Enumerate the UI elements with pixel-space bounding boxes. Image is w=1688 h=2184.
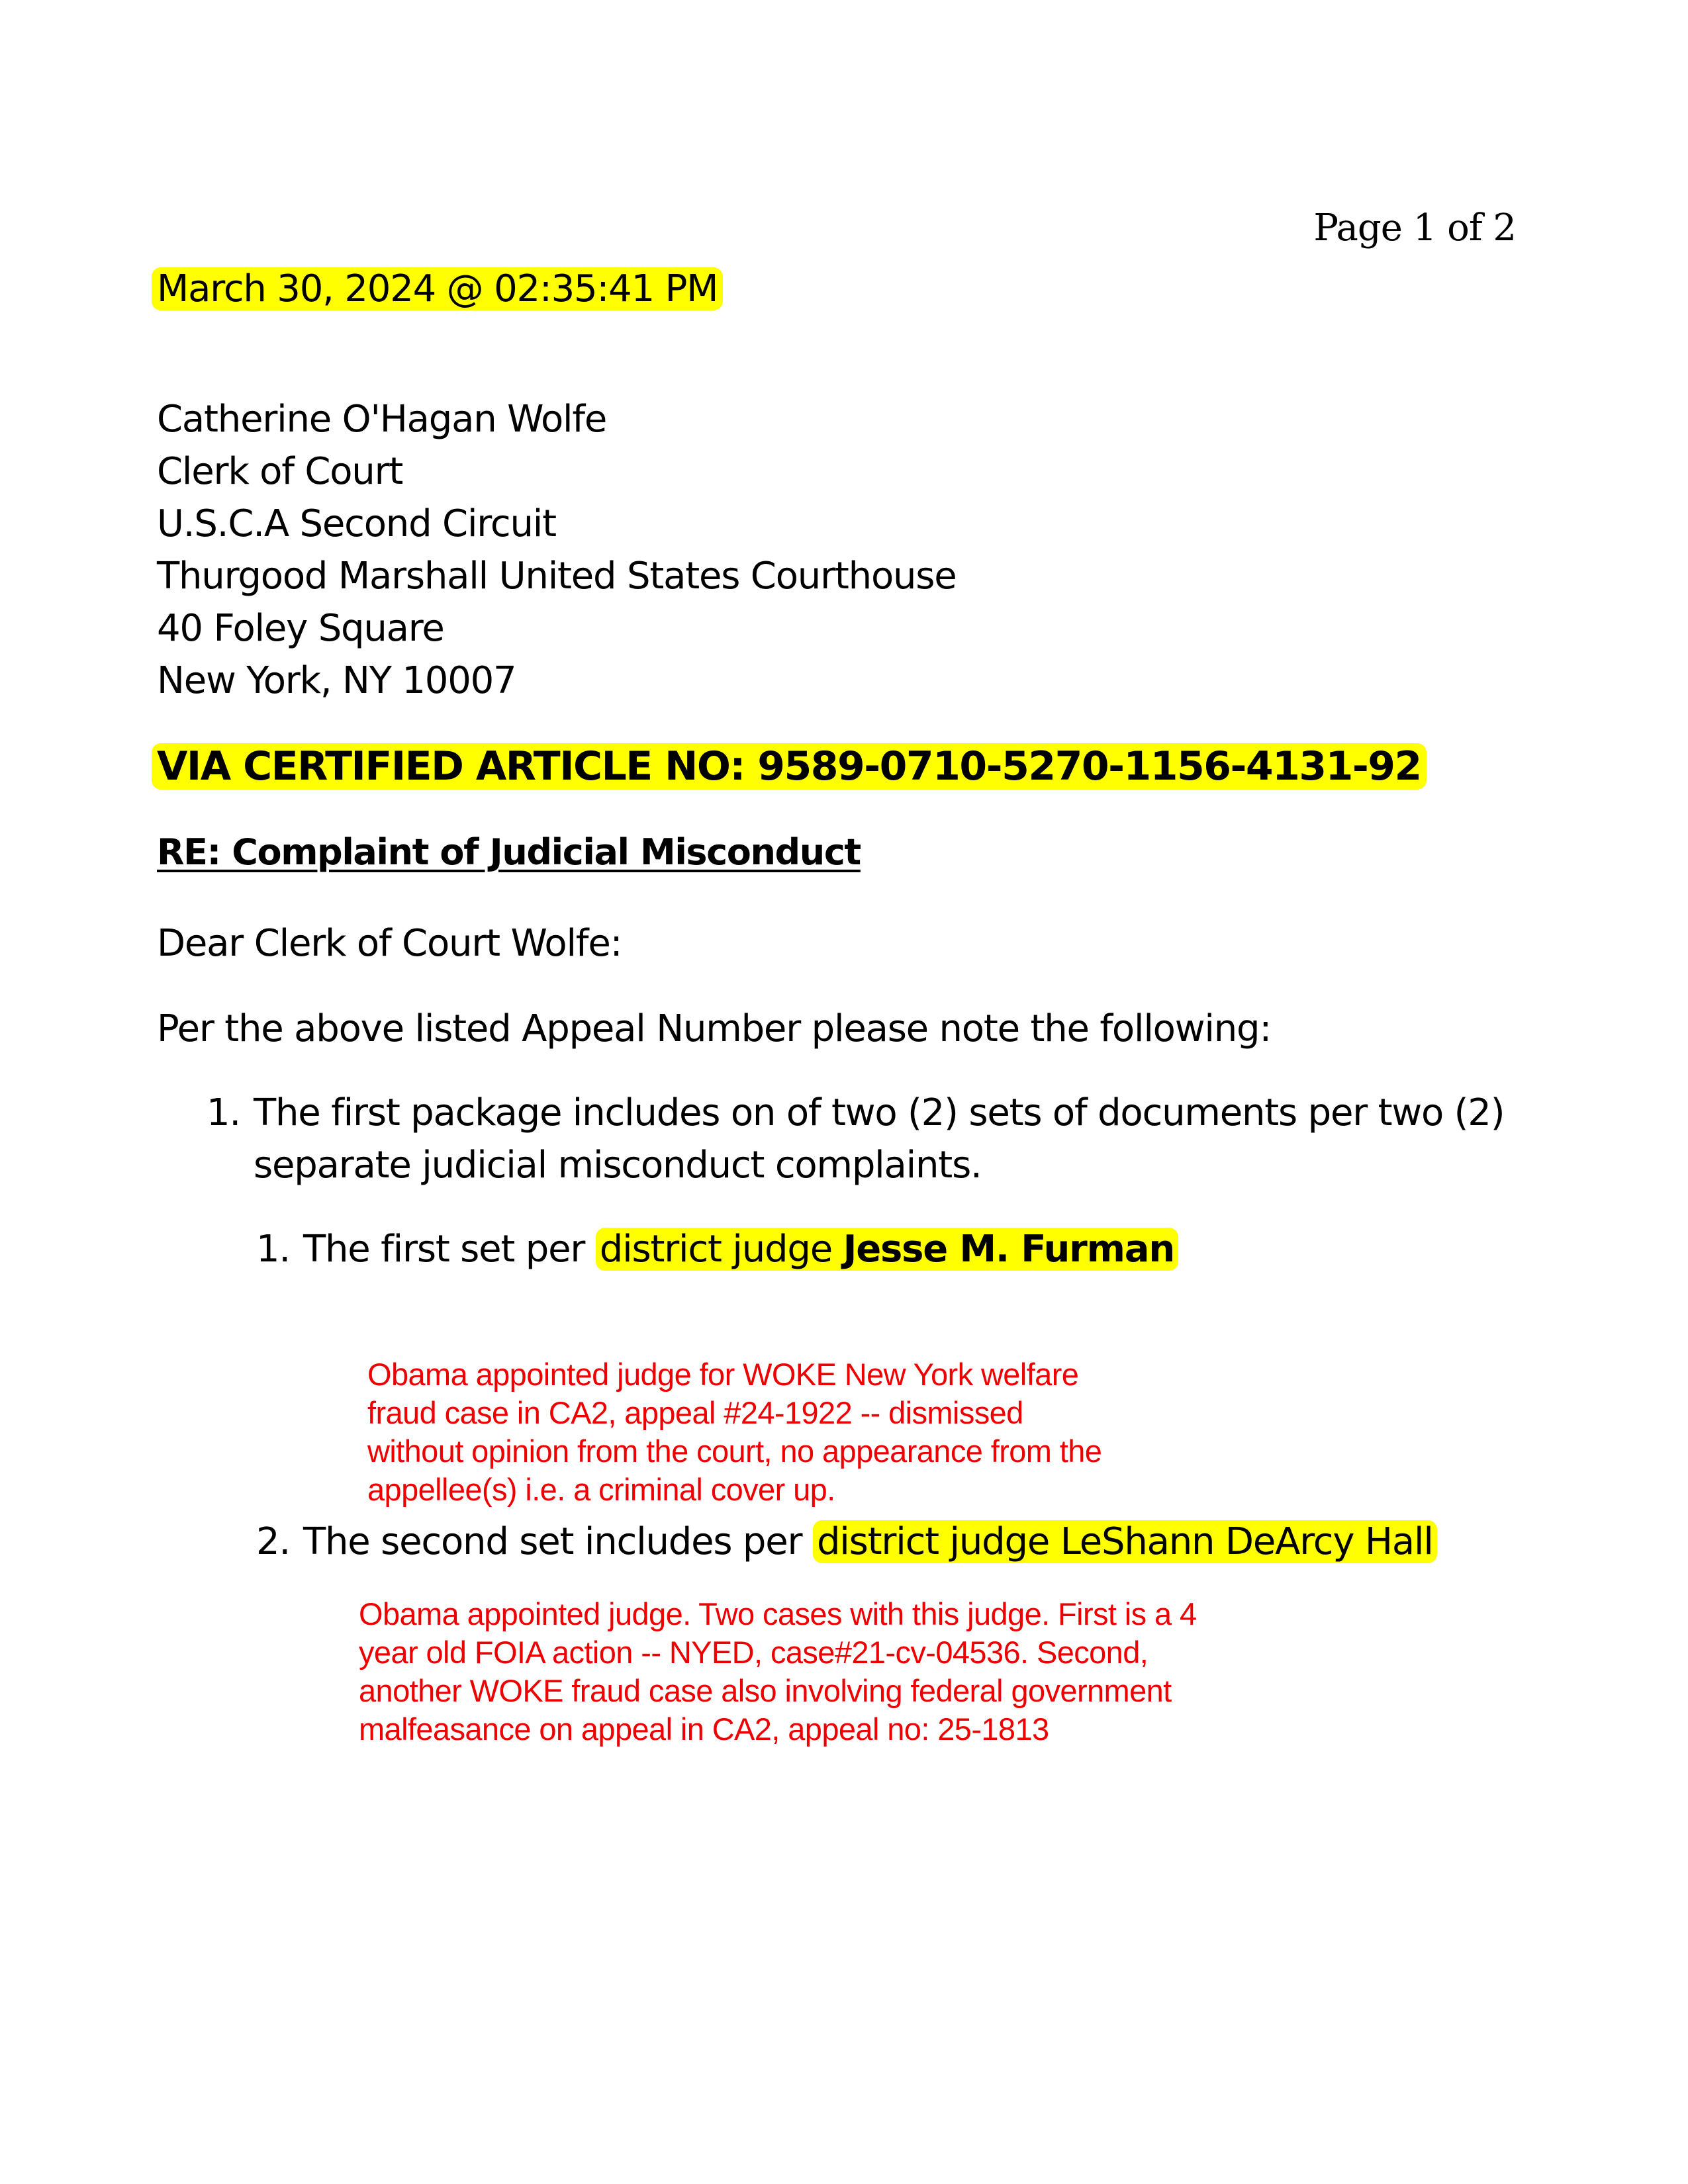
annotation-line: another WOKE fraud case also involving federal government bbox=[359, 1673, 1172, 1708]
recipient-city: New York, NY 10007 bbox=[157, 659, 516, 702]
date-highlight: March 30, 2024 @ 02:35:41 PM bbox=[152, 267, 723, 310]
sublist-item-prefix: The first set per bbox=[303, 1228, 596, 1271]
sublist-item-second-set bbox=[303, 1516, 1437, 1568]
salutation: Dear Clerk of Court Wolfe: bbox=[157, 922, 622, 965]
sublist-item-prefix: The second set includes per bbox=[303, 1520, 813, 1563]
list-item-line: The first package includes on of two (2) sets of documents per two (2) bbox=[254, 1091, 1505, 1134]
judge-name: Jesse M. Furman bbox=[843, 1228, 1174, 1271]
sublist-item-number: 2. bbox=[256, 1520, 291, 1563]
list-item-line: separate judicial misconduct complaints. bbox=[254, 1144, 982, 1187]
judge-highlight bbox=[596, 1228, 1178, 1271]
annotation-line: Obama appointed judge. Two cases with this judge. First is a 4 bbox=[359, 1596, 1197, 1631]
red-annotation-furman bbox=[367, 1355, 1102, 1509]
recipient-address bbox=[157, 393, 957, 707]
list-item-number: 1. bbox=[207, 1091, 241, 1134]
page-indicator: Page 1 of 2 bbox=[1313, 206, 1516, 250]
recipient-building: Thurgood Marshall United States Courthouse bbox=[157, 555, 957, 598]
annotation-line: Obama appointed judge for WOKE New York welfare bbox=[367, 1357, 1079, 1392]
recipient-name: Catherine O'Hagan Wolfe bbox=[157, 398, 607, 441]
list-item-text bbox=[254, 1087, 1504, 1191]
sublist-item-first-set bbox=[303, 1223, 1178, 1275]
recipient-street: 40 Foley Square bbox=[157, 607, 444, 650]
annotation-line: fraud case in CA2, appeal #24-1922 -- dismissed bbox=[367, 1395, 1023, 1430]
red-annotation-hall bbox=[359, 1595, 1197, 1749]
recipient-title: Clerk of Court bbox=[157, 450, 403, 493]
intro-paragraph: Per the above listed Appeal Number please note the following: bbox=[157, 1007, 1272, 1050]
annotation-line: without opinion from the court, no appearance from the bbox=[367, 1433, 1102, 1469]
judge-title: district judge bbox=[599, 1228, 843, 1271]
recipient-court: U.S.C.A Second Circuit bbox=[157, 502, 556, 545]
certified-mail-line bbox=[157, 743, 1427, 790]
date-time-stamp bbox=[157, 263, 723, 315]
judge-highlight: district judge LeShann DeArcy Hall bbox=[813, 1520, 1437, 1563]
subject-line: RE: Complaint of Judicial Misconduct bbox=[157, 831, 861, 873]
sublist-item-number: 1. bbox=[256, 1228, 291, 1271]
annotation-line: malfeasance on appeal in CA2, appeal no: 25-1813 bbox=[359, 1711, 1049, 1747]
annotation-line: appellee(s) i.e. a criminal cover up. bbox=[367, 1472, 835, 1507]
annotation-line: year old FOIA action -- NYED, case#21-cv-04536. Second, bbox=[359, 1635, 1149, 1670]
certified-highlight: VIA CERTIFIED ARTICLE NO: 9589-0710-5270-1156-4131-92 bbox=[152, 743, 1427, 790]
